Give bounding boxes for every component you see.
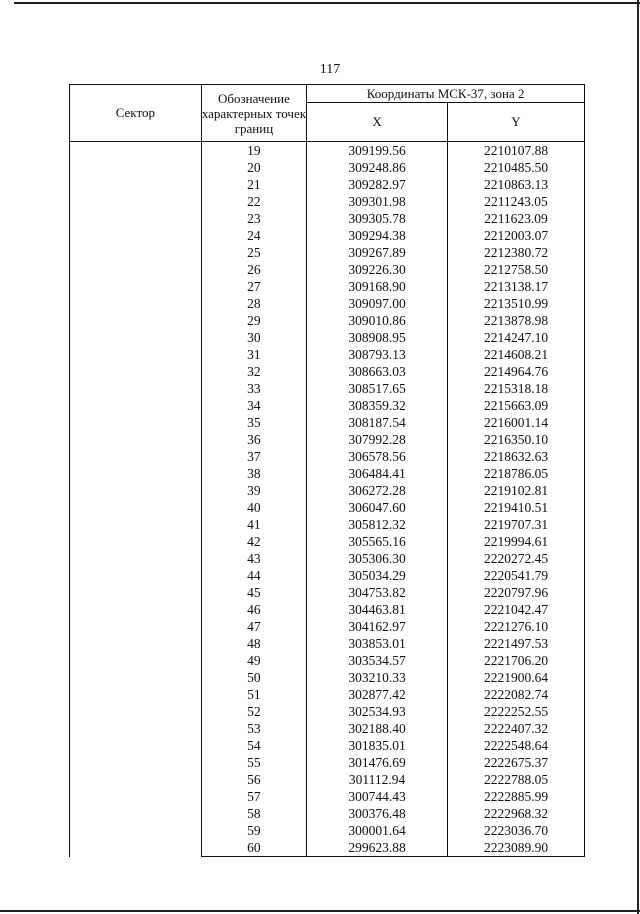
point-cell: 38 [201, 465, 307, 482]
x-coordinate-cell: 309226.30 [307, 261, 448, 278]
y-coordinate-cell: 2223036.70 [448, 822, 585, 839]
point-cell: 21 [201, 176, 307, 193]
x-coordinate-cell: 302534.93 [307, 703, 448, 720]
y-coordinate-cell: 2210485.50 [448, 159, 585, 176]
point-cell: 33 [201, 380, 307, 397]
point-cell: 19 [201, 142, 307, 160]
point-cell: 22 [201, 193, 307, 210]
x-coordinate-cell: 309267.89 [307, 244, 448, 261]
y-coordinate-cell: 2222788.05 [448, 771, 585, 788]
x-coordinate-cell: 308908.95 [307, 329, 448, 346]
y-coordinate-cell: 2213510.99 [448, 295, 585, 312]
point-cell: 43 [201, 550, 307, 567]
y-coordinate-cell: 2212003.07 [448, 227, 585, 244]
y-coordinate-cell: 2215318.18 [448, 380, 585, 397]
x-coordinate-cell: 309010.86 [307, 312, 448, 329]
y-coordinate-cell: 2222548.64 [448, 737, 585, 754]
point-cell: 34 [201, 397, 307, 414]
x-coordinate-cell: 299623.88 [307, 839, 448, 857]
x-coordinate-cell: 309301.98 [307, 193, 448, 210]
x-coordinate-cell: 302188.40 [307, 720, 448, 737]
y-coordinate-cell: 2223089.90 [448, 839, 585, 857]
point-cell: 59 [201, 822, 307, 839]
point-cell: 20 [201, 159, 307, 176]
point-cell: 35 [201, 414, 307, 431]
point-cell: 52 [201, 703, 307, 720]
point-cell: 42 [201, 533, 307, 550]
point-cell: 37 [201, 448, 307, 465]
x-coordinate-cell: 308663.03 [307, 363, 448, 380]
y-coordinate-cell: 2221706.20 [448, 652, 585, 669]
page-border-bottom [0, 910, 640, 912]
x-coordinate-cell: 301835.01 [307, 737, 448, 754]
point-cell: 25 [201, 244, 307, 261]
x-coordinate-cell: 302877.42 [307, 686, 448, 703]
x-coordinate-cell: 300744.43 [307, 788, 448, 805]
point-cell: 45 [201, 584, 307, 601]
point-cell: 55 [201, 754, 307, 771]
point-cell: 39 [201, 482, 307, 499]
x-coordinate-cell: 308517.65 [307, 380, 448, 397]
x-coordinate-cell: 305306.30 [307, 550, 448, 567]
y-coordinate-cell: 2221276.10 [448, 618, 585, 635]
point-cell: 32 [201, 363, 307, 380]
table-row [70, 142, 585, 160]
x-coordinate-cell: 309097.00 [307, 295, 448, 312]
x-coordinate-cell: 307992.28 [307, 431, 448, 448]
page-number: 117 [319, 62, 341, 77]
y-coordinate-cell: 2222968.32 [448, 805, 585, 822]
x-coordinate-cell: 306047.60 [307, 499, 448, 516]
x-coordinate-cell: 300376.48 [307, 805, 448, 822]
point-cell: 36 [201, 431, 307, 448]
y-coordinate-cell: 2211243.05 [448, 193, 585, 210]
y-coordinate-cell: 2212758.50 [448, 261, 585, 278]
x-coordinate-cell: 306578.56 [307, 448, 448, 465]
x-coordinate-cell: 309248.86 [307, 159, 448, 176]
y-coordinate-cell: 2210863.13 [448, 176, 585, 193]
y-coordinate-cell: 2214608.21 [448, 346, 585, 363]
x-coordinate-cell: 300001.64 [307, 822, 448, 839]
y-coordinate-cell: 2211623.09 [448, 210, 585, 227]
x-coordinate-cell: 308187.54 [307, 414, 448, 431]
point-cell: 49 [201, 652, 307, 669]
point-cell: 50 [201, 669, 307, 686]
y-coordinate-cell: 2215663.09 [448, 397, 585, 414]
y-coordinate-cell: 2212380.72 [448, 244, 585, 261]
y-coordinate-cell: 2221900.64 [448, 669, 585, 686]
header-coordinates-group: Координаты МСК-37, зона 2 [307, 85, 585, 103]
y-coordinate-cell: 2213138.17 [448, 278, 585, 295]
y-coordinate-cell: 2214247.10 [448, 329, 585, 346]
y-coordinate-cell: 2220272.45 [448, 550, 585, 567]
point-cell: 51 [201, 686, 307, 703]
x-coordinate-cell: 305034.29 [307, 567, 448, 584]
x-coordinate-cell: 301476.69 [307, 754, 448, 771]
point-cell: 26 [201, 261, 307, 278]
point-cell: 58 [201, 805, 307, 822]
y-coordinate-cell: 2218632.63 [448, 448, 585, 465]
y-coordinate-cell: 2221497.53 [448, 635, 585, 652]
point-cell: 54 [201, 737, 307, 754]
x-coordinate-cell: 308359.32 [307, 397, 448, 414]
header-sector: Сектор [70, 85, 202, 142]
y-coordinate-cell: 2220797.96 [448, 584, 585, 601]
y-coordinate-cell: 2220541.79 [448, 567, 585, 584]
sector-cell [70, 142, 202, 857]
point-cell: 29 [201, 312, 307, 329]
x-coordinate-cell: 303210.33 [307, 669, 448, 686]
y-coordinate-cell: 2218786.05 [448, 465, 585, 482]
y-coordinate-cell: 2222675.37 [448, 754, 585, 771]
y-coordinate-cell: 2222407.32 [448, 720, 585, 737]
x-coordinate-cell: 309282.97 [307, 176, 448, 193]
x-coordinate-cell: 309199.56 [307, 142, 448, 160]
x-coordinate-cell: 305812.32 [307, 516, 448, 533]
y-coordinate-cell: 2214964.76 [448, 363, 585, 380]
point-cell: 41 [201, 516, 307, 533]
table-body [70, 142, 585, 857]
point-cell: 28 [201, 295, 307, 312]
point-cell: 40 [201, 499, 307, 516]
point-cell: 24 [201, 227, 307, 244]
y-coordinate-cell: 2222252.55 [448, 703, 585, 720]
y-coordinate-cell: 2221042.47 [448, 601, 585, 618]
y-coordinate-cell: 2222082.74 [448, 686, 585, 703]
header-x: X [307, 103, 448, 142]
x-coordinate-cell: 306484.41 [307, 465, 448, 482]
y-coordinate-cell: 2213878.98 [448, 312, 585, 329]
y-coordinate-cell: 2216001.14 [448, 414, 585, 431]
point-cell: 56 [201, 771, 307, 788]
x-coordinate-cell: 304463.81 [307, 601, 448, 618]
page-border-right [637, 0, 639, 914]
point-cell: 46 [201, 601, 307, 618]
x-coordinate-cell: 305565.16 [307, 533, 448, 550]
y-coordinate-cell: 2210107.88 [448, 142, 585, 160]
x-coordinate-cell: 303853.01 [307, 635, 448, 652]
x-coordinate-cell: 304162.97 [307, 618, 448, 635]
point-cell: 60 [201, 839, 307, 857]
header-point-designation-text: Обозначение характерных точек границ [201, 90, 307, 136]
x-coordinate-cell: 309294.38 [307, 227, 448, 244]
y-coordinate-cell: 2222885.99 [448, 788, 585, 805]
point-cell: 44 [201, 567, 307, 584]
x-coordinate-cell: 306272.28 [307, 482, 448, 499]
x-coordinate-cell: 309305.78 [307, 210, 448, 227]
y-coordinate-cell: 2219707.31 [448, 516, 585, 533]
x-coordinate-cell: 303534.57 [307, 652, 448, 669]
point-cell: 57 [201, 788, 307, 805]
x-coordinate-cell: 308793.13 [307, 346, 448, 363]
point-cell: 23 [201, 210, 307, 227]
point-cell: 53 [201, 720, 307, 737]
point-cell: 30 [201, 329, 307, 346]
point-cell: 27 [201, 278, 307, 295]
x-coordinate-cell: 301112.94 [307, 771, 448, 788]
point-cell: 31 [201, 346, 307, 363]
header-point-designation [201, 85, 307, 142]
table-header [70, 85, 585, 142]
point-cell: 48 [201, 635, 307, 652]
y-coordinate-cell: 2219994.61 [448, 533, 585, 550]
y-coordinate-cell: 2216350.10 [448, 431, 585, 448]
x-coordinate-cell: 304753.82 [307, 584, 448, 601]
coordinates-table [69, 84, 585, 857]
y-coordinate-cell: 2219102.81 [448, 482, 585, 499]
x-coordinate-cell: 309168.90 [307, 278, 448, 295]
page-border-top [14, 2, 640, 4]
header-y: Y [448, 103, 585, 142]
point-cell: 47 [201, 618, 307, 635]
y-coordinate-cell: 2219410.51 [448, 499, 585, 516]
